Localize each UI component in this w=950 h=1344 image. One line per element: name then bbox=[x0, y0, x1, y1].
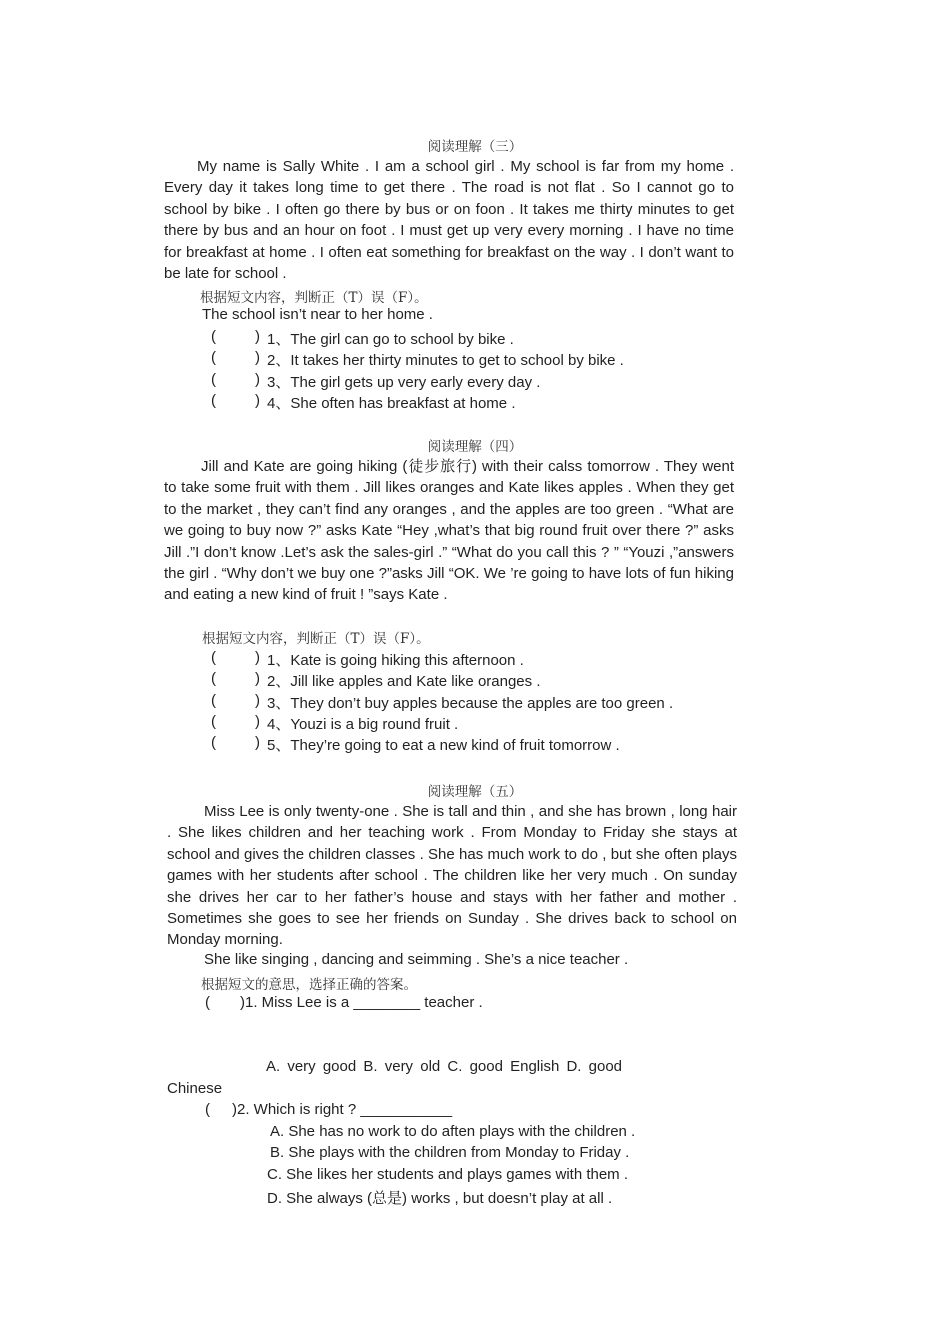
section-5-q2-option-b: B. She plays with the children from Monday to Friday . bbox=[270, 1144, 630, 1161]
question-text: 3、The girl gets up very early every day . bbox=[267, 374, 541, 391]
answer-paren: ( bbox=[205, 994, 210, 1011]
section-3-passage: My name is Sally White . I am a school girl . My school is far from my home . Every day it takes long time to get there . The road is not flat . So I cannot go to school by bike . I often go there by bus or on foon . It takes me thirty minutes to get there by bus and an hour on foot . I must get up very every morning . I have no time for breakfast at home . I often eat something for breakfast on the way . I don’t want to be late for school . bbox=[164, 158, 734, 283]
section-5-passage: Miss Lee is only twenty-one . She is tall and thin , and she has brown , long hair . She likes children and her teaching work . From Monday to Friday she stays at school and gives the children classes . She has much work to do , but she often plays games with her students after school . The children like her very much . On sunday she drives her car to her father’s house and stays with her father and mother . Sometimes she goes to see her friends on Sunday . She drives back to school on Monday morning. bbox=[167, 803, 737, 949]
section-4-passage: Jill and Kate are going hiking (徒步旅行) with their calss tomorrow . They went to take some fruit with them . Jill likes oranges and Kate likes apples . When they get to the market , they can’t find any oranges , and the apples are too green . “What are we going to buy now ?” asks Kate “Hey ,what’s that big round fruit over there ?” asks Jill .”I don’t know .Let’s ask the sales-girl .” “What do you call this ? ” “Youzi ,”answers the girl . “Why don’t we buy one ?”asks Jill “OK. We ’re going to have lots of fun hiking and eating a new kind of fruit ! ”says Kate . bbox=[164, 458, 734, 604]
answer-paren: ( bbox=[205, 1101, 210, 1118]
question-stem: )1. Miss Lee is a ________ teacher . bbox=[240, 994, 483, 1011]
section-3-instruction: 根据短文内容，判断正（T）误（F）。 bbox=[200, 290, 428, 306]
worksheet-page: 阅读理解（三） My name is Sally White . I am a school girl . My school is far from my home . Every day it takes long time to get there . The road is not flat . So I cannot go to school by bike . I often go there by bus or on foon . It takes me thirty minutes to get there by bus and an hour on foot . I must get up very every morning . I have no time for breakfast at home . I often eat something for breakfast on the way . I don’t want to be late for school . 根据短文内容，判断正（T）误（F）。 The school isn’t near to her home . ( ) 1、The girl can go to school by bike . ( ) 2、It takes her thirty minutes to get to school by bike . ( ) 3、The girl gets up very early every day . ( ) 4、She often has breakfast at home . 阅读理解（四） Jill and Kate are going hiking (徒步旅行) with their calss tomorrow . They went to take some fruit with them . Jill likes oranges and Kate likes apples . When they get to the market , they can’t find any oranges , and the apples are too green . “What are we going to buy now ?” asks Kate “Hey ,what’s that big round fruit over there ?” asks Jill .”I don’t know .Let’s ask the sales-girl .” “What do you call this ? ” “Youzi ,”answers the girl . “Why don’t we buy one ?”asks Jill “OK. We ’re going to have lots of fun hiking and eating a new kind of fruit ! ”says Kate . 根据短文内容，判断正（T）误（F）。 ( ) 1、Kate is going hiking this afternoon . ( ) 2、Jill like apples and Kate like oranges . ( ) 3、They don’t buy apples because the apples are too green . ( ) 4、Youzi is a big round fruit . ( ) 5、They’re going to eat a new kind of fruit tomorrow . 阅读理解（五） Miss Lee is only twenty-one . She is tall and thin , and she has brown , long hair . She likes children and her teaching work . From Monday to Friday she stays at school and gives the children classes . She has much work to do , but she often plays games with her students after school . The children like her very much . On sunday she drives her car to her father’s house and stays with her father and mother . Sometimes she goes to see her friends on Sunday . She drives back to school on Monday morning. She like singing , dancing and seimming . She’s a nice teacher . 根据短文的意思，选择正确的答案。 ( )1. Miss Lee is a ________ teacher . A. very good B. very old C. good English D. good Chinese ( )2. Which is right ? ___________ A. She has no work to do aften plays with the children . B. She plays with the children from Monday to Friday . C. She likes her students and plays games with them . D. She always (总是) works , but doesn’t play at all . bbox=[0, 0, 950, 1344]
section-5-instruction: 根据短文的意思，选择正确的答案。 bbox=[201, 977, 417, 993]
section-5-q1-options: A. very good B. very old C. good English D. good bbox=[266, 1058, 623, 1075]
section-3-example: The school isn’t near to her home . bbox=[202, 306, 433, 323]
section-5-passage-2: She like singing , dancing and seimming . She’s a nice teacher . bbox=[204, 951, 629, 968]
question-text: 1、The girl can go to school by bike . bbox=[267, 331, 514, 348]
section-5-q2-option-d: D. She always (总是) works , but doesn’t play at all . bbox=[267, 1190, 613, 1207]
question-text: 3、They don’t buy apples because the apples are too green . bbox=[267, 695, 674, 712]
question-stem: )2. Which is right ? ___________ bbox=[232, 1101, 453, 1118]
question-text: 4、She often has breakfast at home . bbox=[267, 395, 516, 412]
section-5-title: 阅读理解（五） bbox=[427, 784, 523, 800]
section-5-question-2 bbox=[205, 1101, 452, 1118]
question-text: 1、Kate is going hiking this afternoon . bbox=[267, 652, 524, 669]
section-5-q1-options-wrap: Chinese bbox=[167, 1080, 223, 1097]
question-text: 5、They’re going to eat a new kind of fruit tomorrow . bbox=[267, 737, 620, 754]
section-5-q2-option-a: A. She has no work to do aften plays with the children . bbox=[270, 1123, 636, 1140]
section-4-title: 阅读理解（四） bbox=[427, 439, 523, 455]
section-5-q2-option-c: C. She likes her students and plays games with them . bbox=[267, 1166, 629, 1183]
section-4-instruction: 根据短文内容，判断正（T）误（F）。 bbox=[202, 631, 430, 647]
section-5-question-1 bbox=[205, 994, 483, 1011]
question-text: 2、Jill like apples and Kate like oranges . bbox=[267, 673, 541, 690]
question-text: 2、It takes her thirty minutes to get to school by bike . bbox=[267, 352, 624, 369]
question-text: 4、Youzi is a big round fruit . bbox=[267, 716, 459, 733]
section-3-title: 阅读理解（三） bbox=[427, 139, 523, 155]
